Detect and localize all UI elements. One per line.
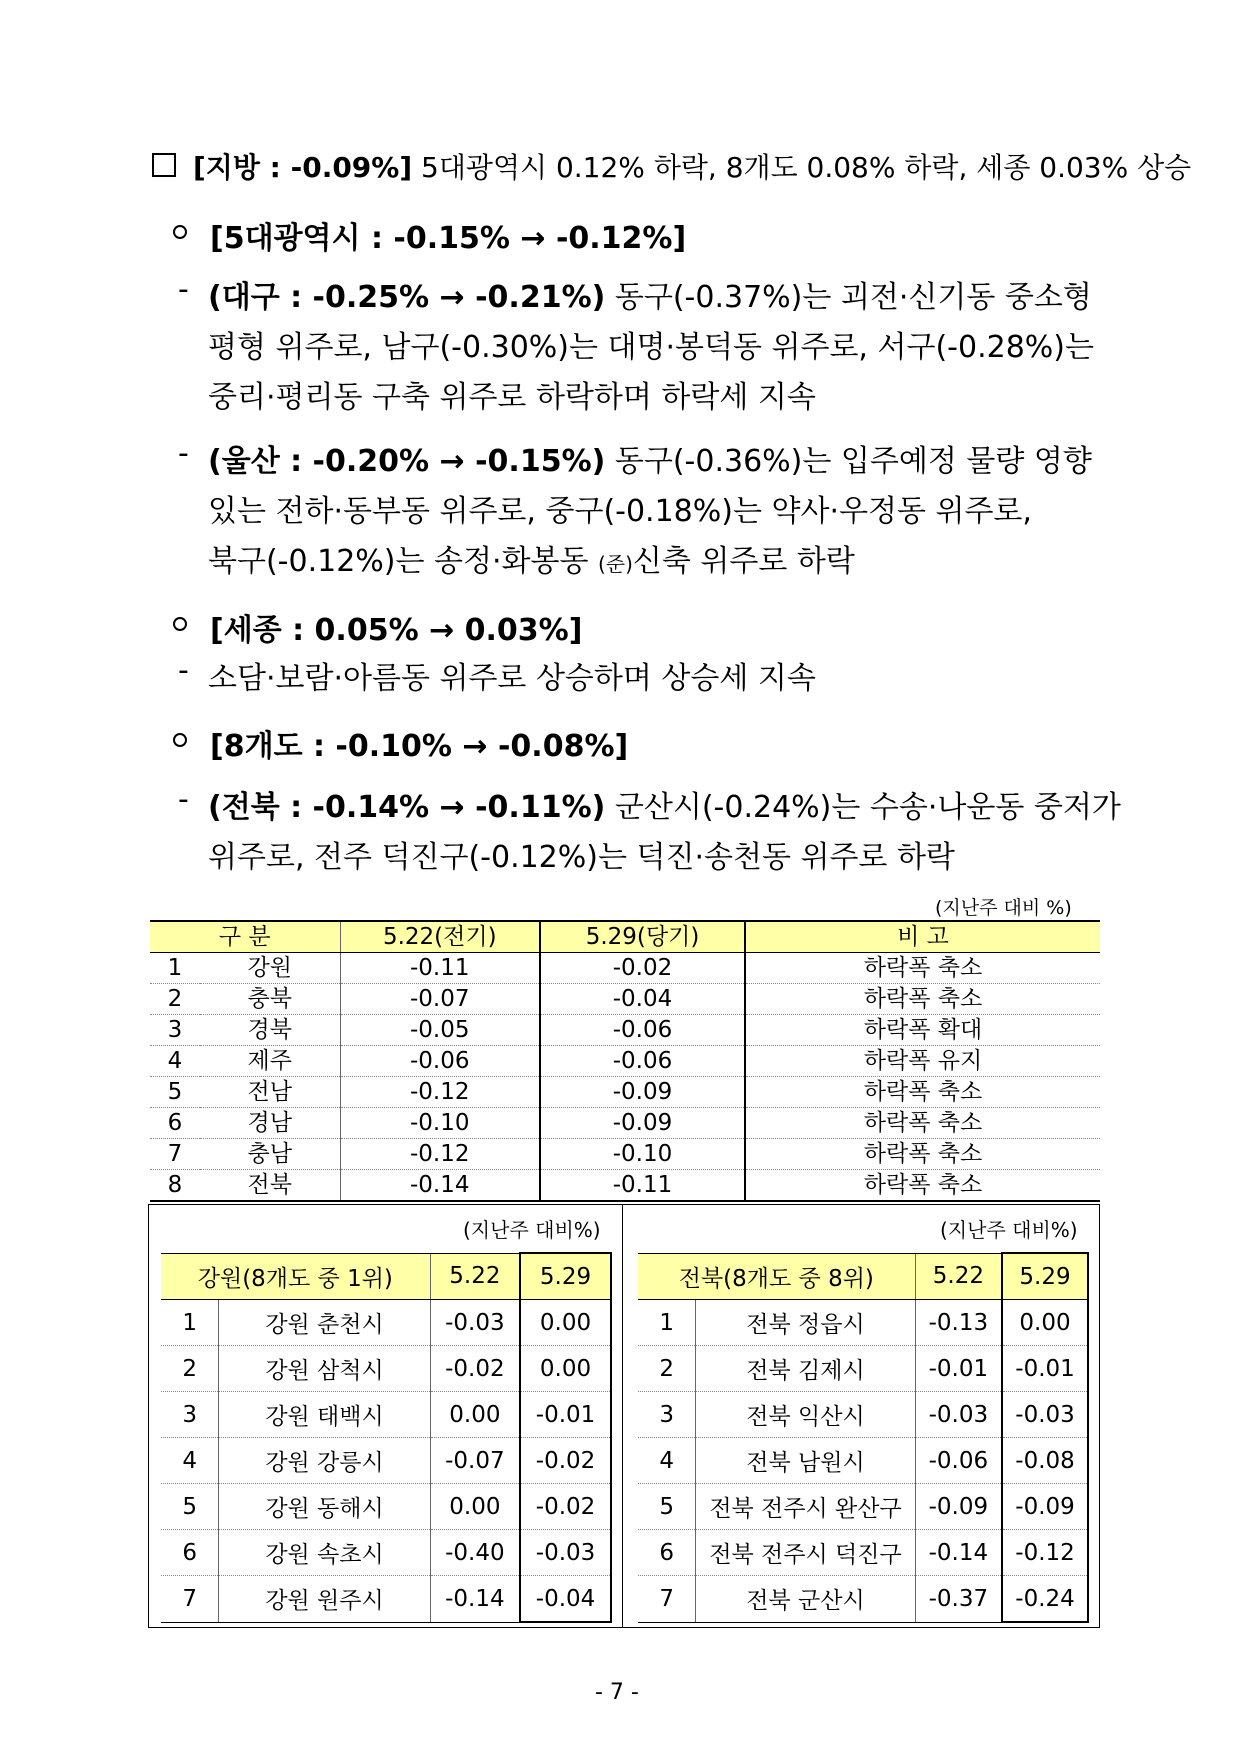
table-row: 7 충남 -0.12 -0.10 하락폭 축소 [150, 1139, 1100, 1170]
jeonbuk-table [638, 1252, 1089, 1623]
circle-bullet-icon [173, 617, 187, 631]
table-row: 8 전북 -0.14 -0.11 하락폭 축소 [150, 1170, 1100, 1202]
table-row: 5 전남 -0.12 -0.09 하락폭 축소 [150, 1077, 1100, 1108]
table-row: 6 전북 전주시 덕진구 -0.14 -0.12 [638, 1530, 1088, 1576]
dash-bullet: - [178, 272, 189, 307]
gangwon-header-title: 강원(8개도 중 1위) [161, 1253, 430, 1300]
table-row: 3 강원 태백시 0.00 -0.01 [161, 1392, 611, 1438]
summary-unit-note: (지난주 대비 %) [935, 897, 1072, 919]
header-prev: 5.22(전기) [340, 921, 540, 953]
daegu-line-2: 평형 위주로, 남구(-0.30%)는 대명·봉덕동 위주로, 서구(-0.28%)는 [208, 330, 1094, 365]
left-unit-note: (지난주 대비%) [463, 1218, 601, 1242]
heading-line: [지방 : -0.09%] 5대광역시 0.12% 하락, 8개도 0.08% 하락, 세종 0.03% 상승 [193, 151, 1192, 184]
daegu-line-3: 중리·평리동 구축 위주로 하락하며 하락세 지속 [208, 380, 816, 415]
table-row: 6 경남 -0.10 -0.09 하락폭 축소 [150, 1108, 1100, 1139]
table-row: 4 강원 강릉시 -0.07 -0.02 [161, 1438, 611, 1484]
circle-bullet-icon [173, 225, 187, 239]
dash-bullet: - [178, 436, 189, 471]
right-unit-note: (지난주 대비%) [940, 1218, 1078, 1242]
section-provinces-title: [8개도 : -0.10% → -0.08%] [210, 729, 629, 764]
sejong-line: 소담·보람·아름동 위주로 상승하며 상승세 지속 [208, 661, 816, 696]
dash-bullet: - [178, 653, 189, 688]
section-sejong-title: [세종 : 0.05% → 0.03%] [210, 613, 583, 648]
jeonbuk-line-2: 위주로, 전주 덕진구(-0.12%)는 덕진·송천동 위주로 하락 [208, 840, 955, 875]
table-row: 5 전북 전주시 완산구 -0.09 -0.09 [638, 1484, 1088, 1530]
summary-table [150, 920, 1100, 1202]
table-row: 7 강원 원주시 -0.14 -0.04 [161, 1576, 611, 1623]
daegu-line-1: (대구 : -0.25% → -0.21%) 동구(-0.37%)는 괴전·신기동 중소형 [208, 280, 1092, 315]
table-row: 7 전북 군산시 -0.37 -0.24 [638, 1576, 1088, 1623]
table-row: 2 강원 삼척시 -0.02 0.00 [161, 1346, 611, 1392]
table-row: 1 강원 춘천시 -0.03 0.00 [161, 1300, 611, 1346]
header-category: 구 분 [150, 921, 340, 953]
jeonbuk-header-row [638, 1253, 1088, 1300]
table-row: 6 강원 속초시 -0.40 -0.03 [161, 1530, 611, 1576]
gangwon-header-row [161, 1253, 611, 1300]
ulsan-line-2: 있는 전하·동부동 위주로, 중구(-0.18%)는 약사·우정동 위주로, [208, 494, 1032, 529]
gangwon-header-curr: 5.29 [520, 1253, 611, 1300]
header-curr: 5.29(당기) [540, 921, 745, 953]
table-row: 3 경북 -0.05 -0.06 하락폭 확대 [150, 1015, 1100, 1046]
circle-bullet-icon [173, 733, 187, 747]
table-row: 1 전북 정읍시 -0.13 0.00 [638, 1300, 1088, 1346]
jeonbuk-header-curr: 5.29 [1002, 1253, 1088, 1300]
page-number: - 7 - [595, 1680, 639, 1705]
table-row: 4 전북 남원시 -0.06 -0.08 [638, 1438, 1088, 1484]
dash-bullet: - [178, 782, 189, 817]
checkbox-bullet-icon [152, 153, 176, 177]
table-row: 3 전북 익산시 -0.03 -0.03 [638, 1392, 1088, 1438]
table-row: 2 충북 -0.07 -0.04 하락폭 축소 [150, 984, 1100, 1015]
section-metro-title: [5대광역시 : -0.15% → -0.12%] [210, 221, 687, 256]
jeonbuk-header-prev: 5.22 [915, 1253, 1002, 1300]
gangwon-header-prev: 5.22 [430, 1253, 520, 1300]
header-note: 비 고 [745, 921, 1100, 953]
table-row: 1 강원 -0.11 -0.02 하락폭 축소 [150, 953, 1100, 984]
table-row: 5 강원 동해시 0.00 -0.02 [161, 1484, 611, 1530]
ulsan-line-1: (울산 : -0.20% → -0.15%) 동구(-0.36%)는 입주예정 물량 영향 [208, 444, 1092, 479]
table-row: 2 전북 김제시 -0.01 -0.01 [638, 1346, 1088, 1392]
jeonbuk-line-1: (전북 : -0.14% → -0.11%) 군산시(-0.24%)는 수송·나운동 중저가 [208, 790, 1121, 825]
detail-tables-divider [622, 1204, 623, 1628]
jeonbuk-header-title: 전북(8개도 중 8위) [638, 1253, 915, 1300]
summary-header-row [150, 921, 1100, 953]
table-row: 4 제주 -0.06 -0.06 하락폭 유지 [150, 1046, 1100, 1077]
gangwon-table [161, 1252, 612, 1623]
ulsan-line-3: 북구(-0.12%)는 송정·화봉동 (준)신축 위주로 하락 [208, 544, 855, 579]
